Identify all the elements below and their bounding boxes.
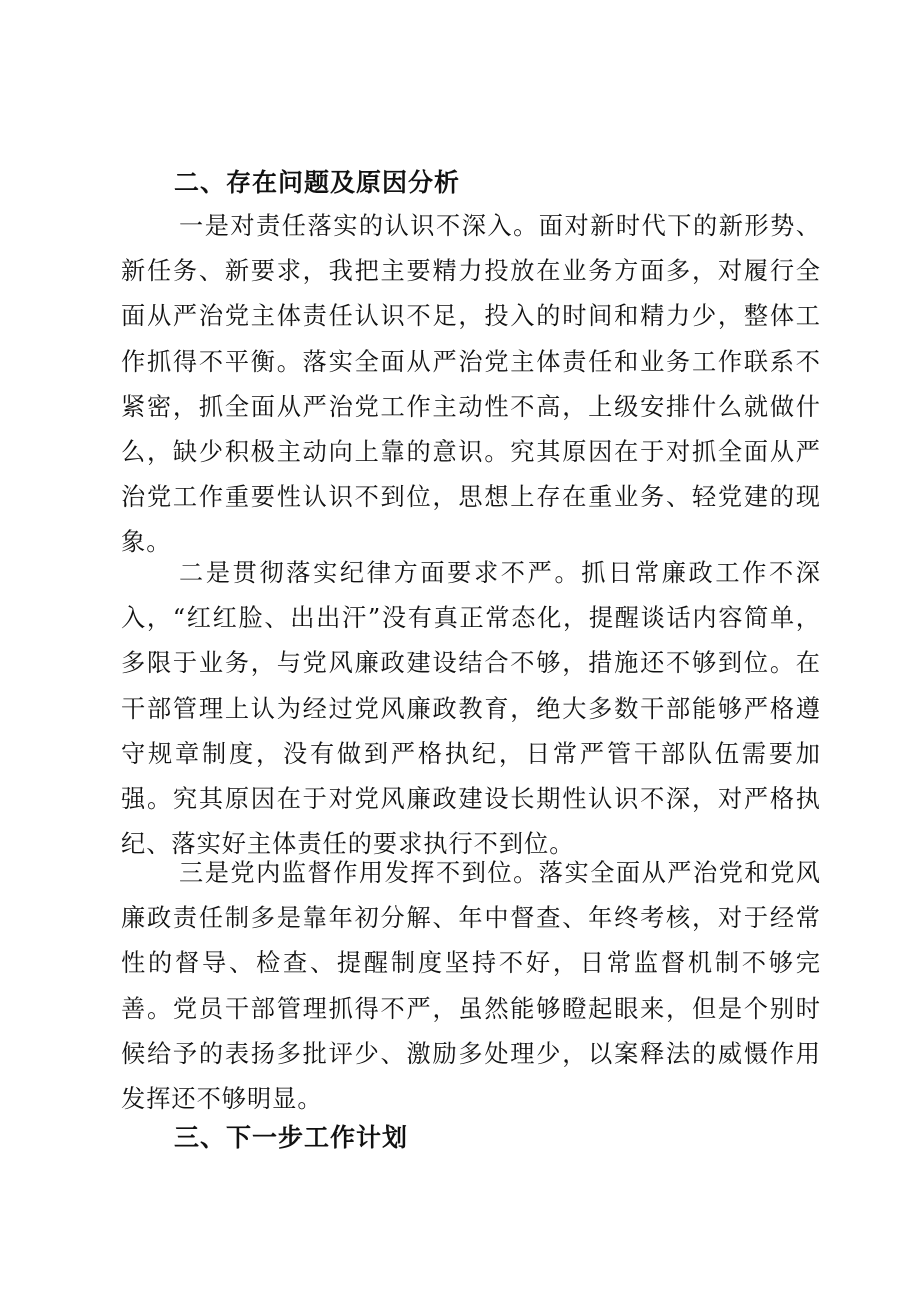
paragraph-text: 二是贯彻落实纪律方面要求不严。抓日常廉政工作不深入，“红红脸、出出汗”没有真正常态化，提醒谈话内容简单，多限于业务，与党风廉政建设结合不够，措施还不够到位。在干部管理上认为经过党风廉政教育，绝大多数干部能够严格遵守规章制度，没有做到严格执纪，日常严管干部队伍需要加强。究其原因在于对党风廉政建设长期性认识不深，对严格执纪、落实好主体责任的要求执行不到位。 — [121, 559, 821, 859]
paragraph-responsibility — [121, 204, 821, 566]
section-heading-next-plan: 三、下一步工作计划 — [174, 1123, 409, 1152]
paragraph-supervision — [121, 851, 821, 1122]
paragraph-text: 一是对责任落实的认识不深入。面对新时代下的新形势、新任务、新要求，我把主要精力投放在业务方面多，对履行全面从严治党主体责任认识不足，投入的时间和精力少，整体工作抓得不平衡。落实全面从严治党主体责任和业务工作联系不紧密，抓全面从严治党工作主动性不高，上级安排什么就做什么，缺少积极主动向上靠的意识。究其原因在于对抓全面从严治党工作重要性认识不到位，思想上存在重业务、轻党建的现象。 — [121, 212, 821, 557]
paragraph-discipline — [121, 551, 821, 867]
section-heading-problems: 二、存在问题及原因分析 — [174, 168, 461, 197]
paragraph-text: 三是党内监督作用发挥不到位。落实全面从严治党和党风廉政责任制多是靠年初分解、年中督查、年终考核，对于经常性的督导、检查、提醒制度坚持不好，日常监督机制不够完善。党员干部管理抓得不严，虽然能够瞪起眼来，但是个别时候给予的表扬多批评少、激励多处理少，以案释法的威慑作用发挥还不够明显。 — [121, 859, 821, 1114]
